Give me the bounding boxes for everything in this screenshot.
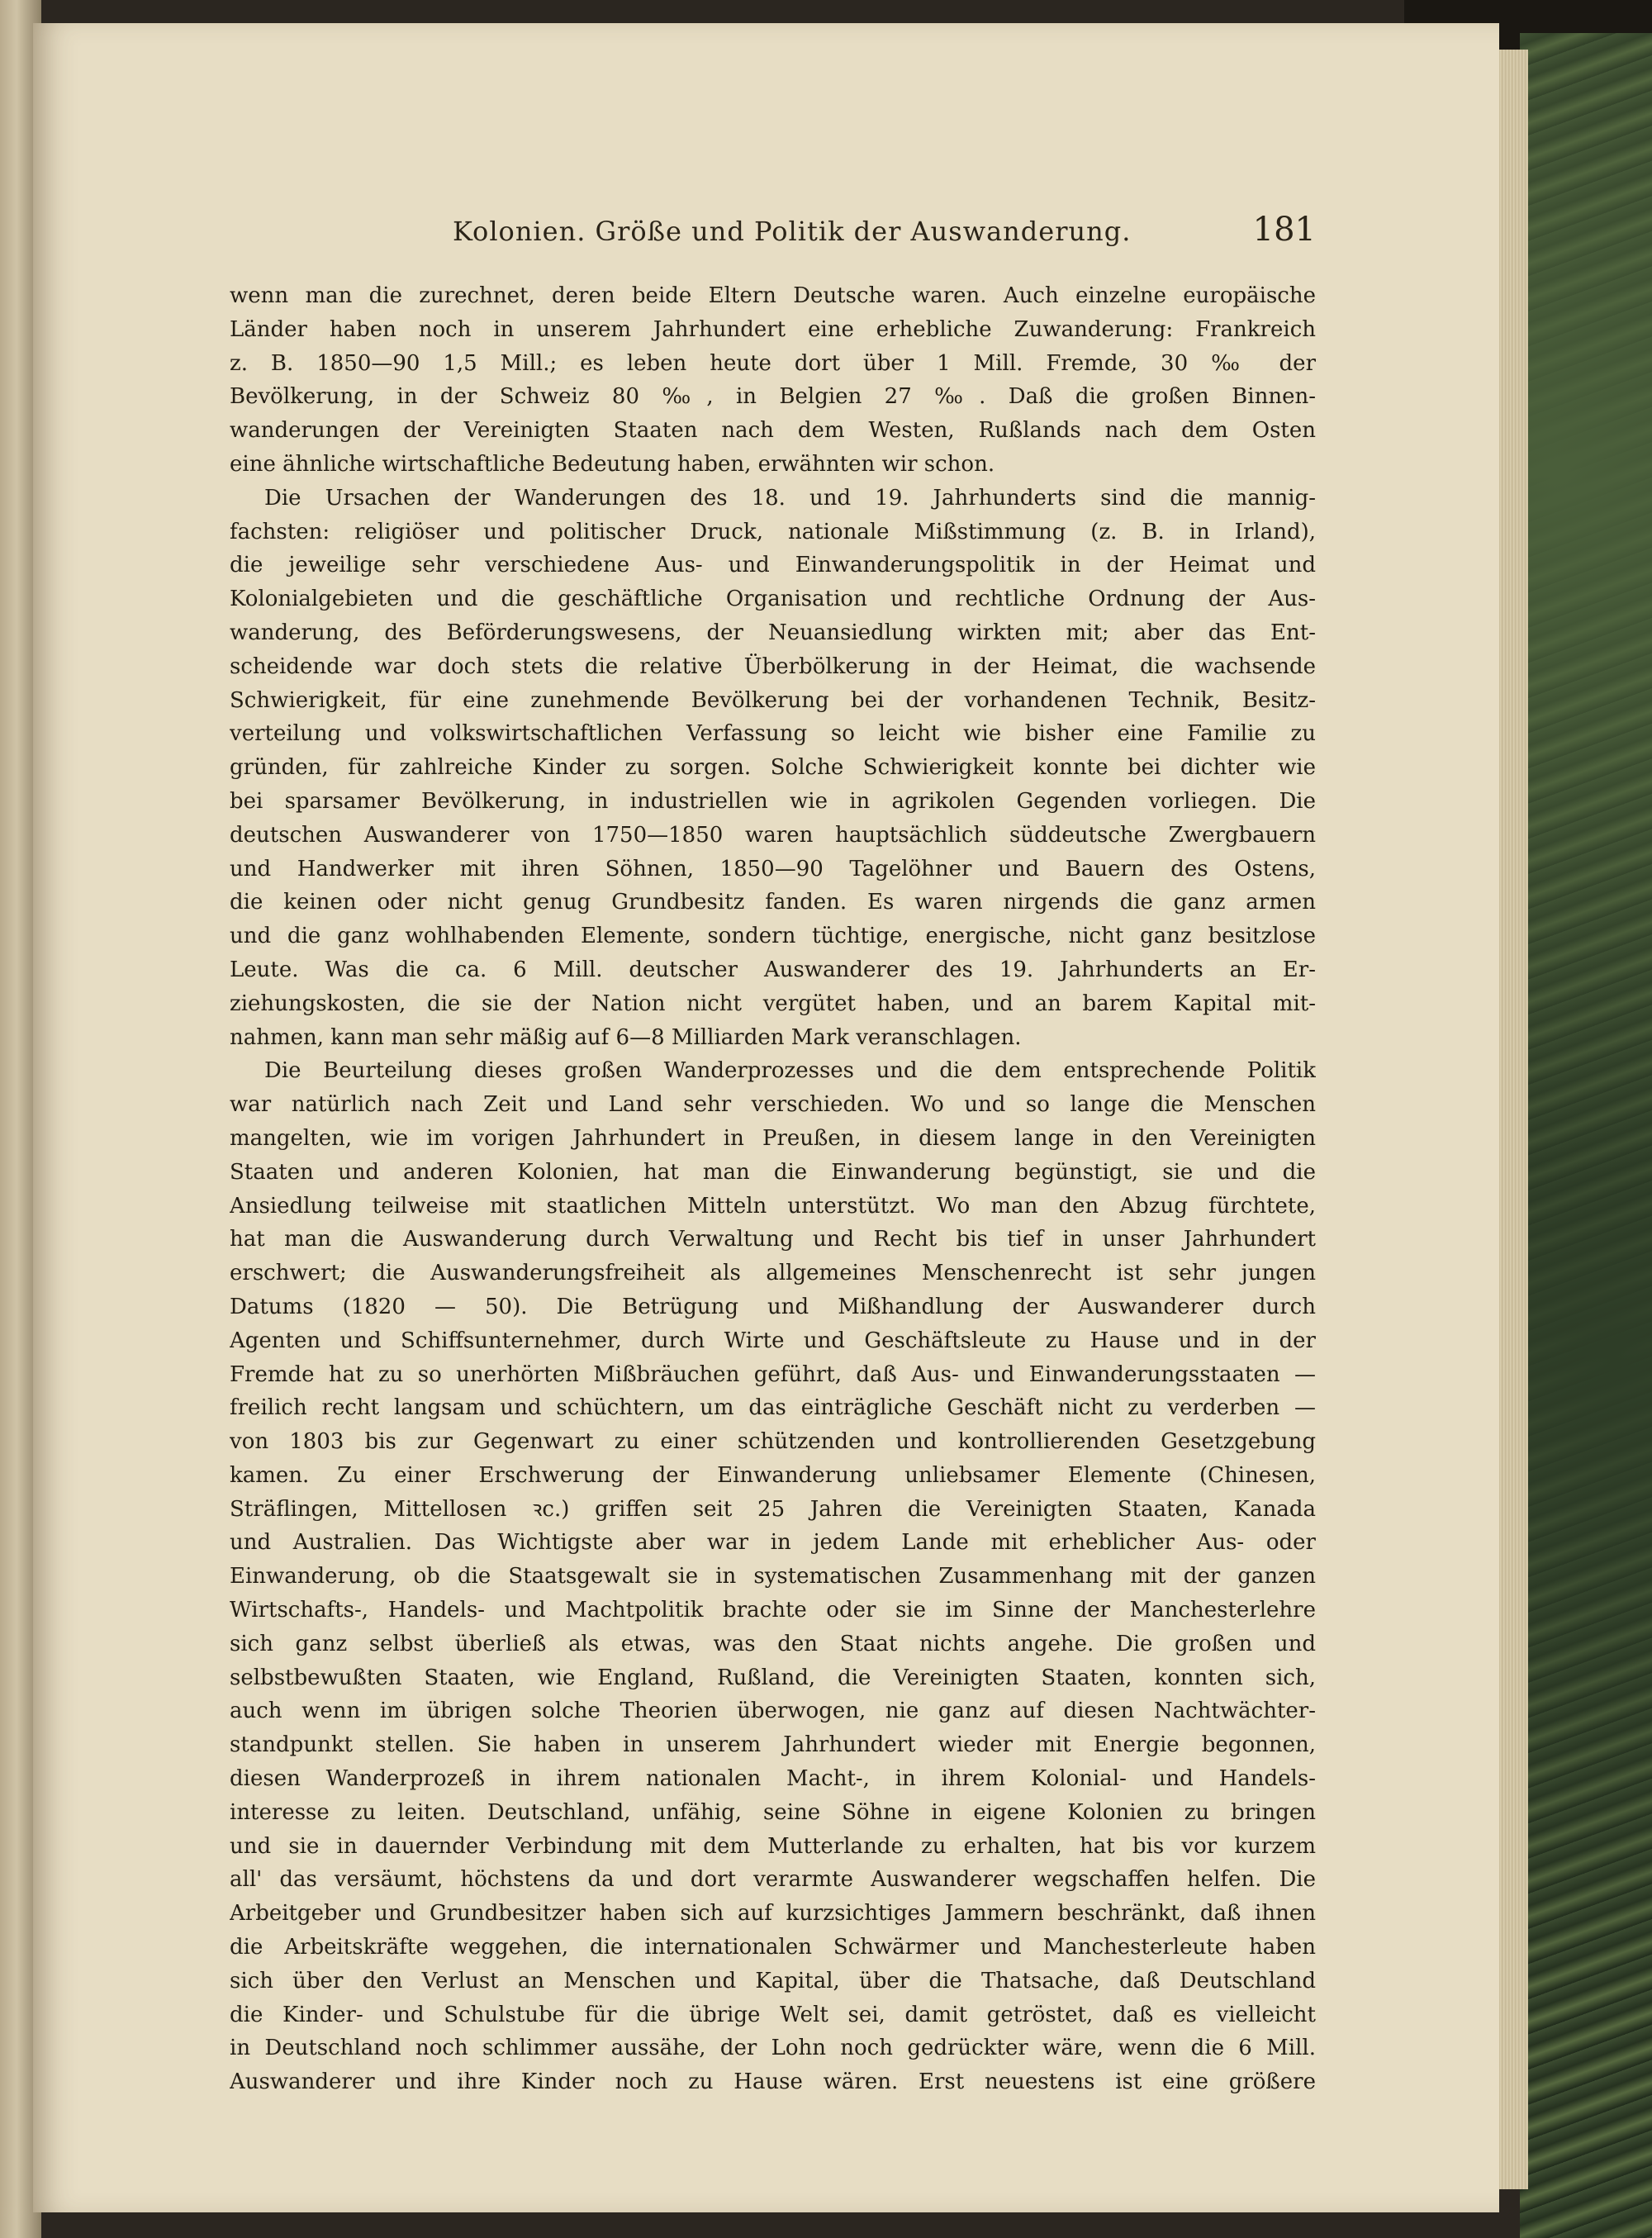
text-line: auch wenn im übrigen solche Theorien überwogen, nie ganz auf diesen Nachtwächter- bbox=[230, 1699, 1316, 1724]
text-line: Arbeitgeber und Grundbesitzer haben sich auf kurzsichtiges Jammern beschränkt, daß ihnen bbox=[230, 1901, 1316, 1927]
text-line: und Australien. Das Wichtigste aber war in jedem Lande mit erheblicher Aus- oder bbox=[230, 1530, 1316, 1556]
text-line: und sie in dauernder Verbindung mit dem Mutterlande zu erhalten, hat bis vor kurzem bbox=[230, 1833, 1316, 1859]
body-text bbox=[230, 279, 1316, 2099]
text-line: freilich recht langsam und schüchtern, um das einträgliche Geschäft nicht zu verderben — bbox=[230, 1395, 1316, 1421]
text-line: die Arbeitskräfte weggehen, die internationalen Schwärmer und Manchesterleute haben bbox=[230, 1935, 1316, 1960]
text-line: Die Ursachen der Wanderungen des 18. und 19. Jahrhunderts sind die mannig- bbox=[264, 485, 1316, 511]
text-line: Datums (1820 — 50). Die Betrügung und Mißhandlung der Auswanderer durch bbox=[230, 1294, 1316, 1319]
text-line: wanderungen der Vereinigten Staaten nach dem Westen, Rußlands nach dem Osten bbox=[230, 418, 1316, 444]
text-line: sich ganz selbst überließ als etwas, was den Staat nichts angehe. Die großen und bbox=[230, 1631, 1316, 1656]
text-line: hat man die Auswanderung durch Verwaltung und Recht bis tief in unser Jahrhundert bbox=[230, 1227, 1316, 1252]
text-line: Ansiedlung teilweise mit staatlichen Mitteln unterstützt. Wo man den Abzug fürchtete, bbox=[230, 1193, 1316, 1219]
text-line: sich über den Verlust an Menschen und Kapital, über die Thatsache, daß Deutschland bbox=[230, 1968, 1316, 1993]
text-line: mangelten, wie im vorigen Jahrhundert in Preußen, in diesem lange in den Vereinigten bbox=[230, 1125, 1316, 1151]
text-line: selbstbewußten Staaten, wie England, Rußland, die Vereinigten Staaten, konnten sich, bbox=[230, 1665, 1316, 1690]
text-line: z. B. 1850—90 1,5 Mill.; es leben heute dort über 1 Mill. Fremde, 30 ‰ der bbox=[230, 350, 1316, 376]
text-line: die Kinder- und Schulstube für die übrige Welt sei, damit getröstet, daß es vielleicht bbox=[230, 2002, 1316, 2027]
text-line: eine ähnliche wirtschaftliche Bedeutung haben, erwähnten wir schon. bbox=[230, 451, 995, 477]
text-line: Bevölkerung, in der Schweiz 80 ‰, in Belgien 27 ‰. Daß die großen Binnen- bbox=[230, 384, 1316, 410]
text-line: Die Beurteilung dieses großen Wanderprozesses und die dem entsprechende Politik bbox=[264, 1058, 1316, 1084]
text-line: erschwert; die Auswanderungsfreiheit als allgemeines Menschenrecht ist sehr jungen bbox=[230, 1261, 1316, 1286]
text-line: verteilung und volkswirtschaftlichen Verfassung so leicht wie bisher eine Familie zu bbox=[230, 721, 1316, 747]
running-head: Kolonien. Größe und Politik der Auswanderung. bbox=[453, 216, 1132, 247]
text-line: gründen, für zahlreiche Kinder zu sorgen. Solche Schwierigkeit konnte bei dichter wie bbox=[230, 755, 1316, 781]
page-number: 181 bbox=[1252, 211, 1316, 249]
text-line: standpunkt stellen. Sie haben in unserem Jahrhundert wieder mit Energie begonnen, bbox=[230, 1732, 1316, 1758]
text-line: Leute. Was die ca. 6 Mill. deutscher Auswanderer des 19. Jahrhunderts an Er- bbox=[230, 957, 1316, 982]
text-line: Sträflingen, Mittellosen ꝛc.) griffen seit 25 Jahren die Vereinigten Staaten, Kanada bbox=[230, 1496, 1316, 1522]
text-line: deutschen Auswanderer von 1750—1850 waren hauptsächlich süddeutsche Zwergbauern bbox=[230, 822, 1316, 848]
text-line: die keinen oder nicht genug Grundbesitz fanden. Es waren nirgends die ganz armen bbox=[230, 890, 1316, 915]
text-line: scheidende war doch stets die relative Überbölkerung in der Heimat, die wachsende bbox=[230, 653, 1316, 679]
text-line: Länder haben noch in unserem Jahrhundert eine erhebliche Zuwanderung: Frankreich bbox=[230, 316, 1316, 342]
text-line: in Deutschland noch schlimmer aussähe, der Lohn noch gedrückter wäre, wenn die 6 Mill. bbox=[230, 2036, 1316, 2061]
page-header bbox=[230, 211, 1316, 260]
text-line: Einwanderung, ob die Staatsgewalt sie in systematischen Zusammenhang mit der ganzen bbox=[230, 1564, 1316, 1589]
book-cover-marbled bbox=[1520, 33, 1652, 2238]
text-line: Schwierigkeit, für eine zunehmende Bevölkerung bei der vorhandenen Technik, Besitz- bbox=[230, 687, 1316, 713]
text-line: diesen Wanderprozeß in ihrem nationalen Macht-, in ihrem Kolonial- und Handels- bbox=[230, 1766, 1316, 1792]
text-line: und die ganz wohlhabenden Elemente, sondern tüchtige, energische, nicht ganz besitzlose bbox=[230, 924, 1316, 949]
text-line: war natürlich nach Zeit und Land sehr verschieden. Wo und so lange die Menschen bbox=[230, 1092, 1316, 1118]
text-line: Agenten und Schiffsunternehmer, durch Wirte und Geschäftsleute zu Hause und in der bbox=[230, 1328, 1316, 1353]
text-line: wanderung, des Beförderungswesens, der Neuansiedlung wirkten mit; aber das Ent- bbox=[230, 620, 1316, 645]
text-line: ziehungskosten, die sie der Nation nicht vergütet haben, und an barem Kapital mit- bbox=[230, 991, 1316, 1016]
text-line: und Handwerker mit ihren Söhnen, 1850—90 Tagelöhner und Bauern des Ostens, bbox=[230, 856, 1316, 881]
text-line: von 1803 bis zur Gegenwart zu einer schützenden und kontrollierenden Gesetzgebung bbox=[230, 1429, 1316, 1455]
text-line: Auswanderer und ihre Kinder noch zu Hause wären. Erst neuestens ist eine größere bbox=[230, 2069, 1316, 2095]
text-line: Fremde hat zu so unerhörten Mißbräuchen geführt, daß Aus- und Einwanderungsstaaten — bbox=[230, 1361, 1316, 1387]
text-line: fachsten: religiöser und politischer Druck, nationale Mißstimmung (z. B. in Irland), bbox=[230, 519, 1316, 544]
text-line: Kolonialgebieten und die geschäftliche Organisation und rechtliche Ordnung der Aus- bbox=[230, 587, 1316, 612]
text-line: Wirtschafts-, Handels- und Machtpolitik brachte oder sie im Sinne der Manchesterlehre bbox=[230, 1598, 1316, 1623]
text-line: nahmen, kann man sehr mäßig auf 6—8 Milliarden Mark veranschlagen. bbox=[230, 1024, 1022, 1050]
text-line: bei sparsamer Bevölkerung, in industriellen wie in agrikolen Gegenden vorliegen. Die bbox=[230, 788, 1316, 814]
text-line: kamen. Zu einer Erschwerung der Einwanderung unliebsamer Elemente (Chinesen, bbox=[230, 1462, 1316, 1488]
text-line: die jeweilige sehr verschiedene Aus- und Einwanderungspolitik in der Heimat und bbox=[230, 553, 1316, 578]
text-line: wenn man die zurechnet, deren beide Eltern Deutsche waren. Auch einzelne europäische bbox=[230, 283, 1316, 308]
text-line: interesse zu leiten. Deutschland, unfähig, seine Söhne in eigene Kolonien zu bringen bbox=[230, 1799, 1316, 1825]
text-line: all' das versäumt, höchstens da und dort verarmte Auswanderer wegschaffen helfen. Die bbox=[230, 1867, 1316, 1893]
text-line: Staaten und anderen Kolonien, hat man die Einwanderung begünstigt, sie und die bbox=[230, 1159, 1316, 1185]
